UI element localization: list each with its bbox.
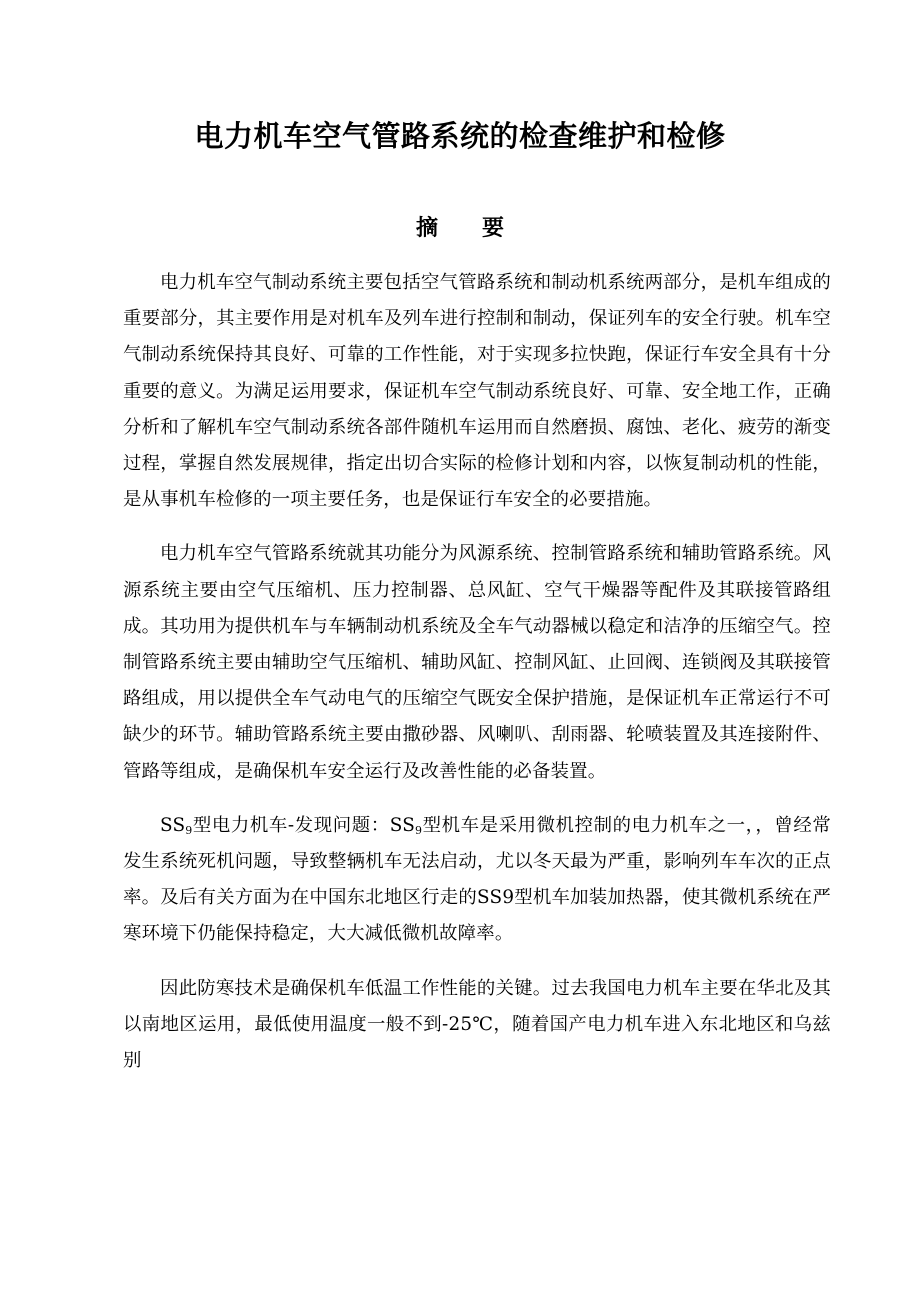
abstract-heading-char-2: 要 [482,216,505,241]
abstract-heading [0,213,920,245]
ss9-subscript: 9 [185,823,193,837]
abstract-body [123,265,831,1097]
paragraph-2: 电力机车空气管路系统就其功能分为风源系统、控制管路系统和辅助管路系统。风源系统主要由空气压缩机、压力控制器、总风缸、空气干燥器等配件及其联接管路组成。其功用为提供机车与车辆制动机系统及全车气动器械以稳定和洁净的压缩空气。控制管路系统主要由辅助空气压缩机、辅助风缸、控制风缸、止回阀、连锁阀及其联接管路组成，用以提供全车气动电气的压缩空气既安全保护措施，是保证机车正常运行不可缺少的环节。辅助管路系统主要由撒砂器、风喇叭、刮雨器、轮喷装置及其连接附件、管路等组成，是确保机车安全运行及改善性能的必备装置。 [123,543,831,782]
paragraph-1: 电力机车空气制动系统主要包括空气管路系统和制动机系统两部分，是机车组成的重要部分，其主要作用是对机车及列车进行控制和制动，保证列车的安全行驶。机车空气制动系统保持其良好、可靠的工作性能，对于实现多拉快跑，保证行车安全具有十分重要的意义。为满足运用要求，保证机车空气制动系统良好、可靠、安全地工作，正确分析和了解机车空气制动系统各部件随机车运用而自然磨损、腐蚀、老化、疲劳的渐变过程，掌握自然发展规律，指定出切合实际的检修计划和内容，以恢复制动机的性能，是从事机车检修的一项主要任务，也是保证行车安全的必要措施。 [123,272,831,511]
abstract-heading-char-1: 摘 [415,216,438,241]
document-title: 电力机车空气管路系统的检查维护和检修 [194,119,726,154]
ss9-model-prefix: SS [160,814,186,836]
ss9-subscript: 9 [415,823,423,837]
paragraph-3-rest: 型机车是采用微机控制的电力机车之一，，曾经常发生系统死机问题，导致整辆机车无法启动，尤以冬天最为严重，影响列车车次的正点率。及后有关方面为在中国东北地区行走的SS9型机车加装加热器，使其微机系统在严寒环境下仍能保持稳定，大大减低微机故障率。 [123,814,831,945]
paragraph-3 [123,808,831,953]
paragraph-4: 因此防寒技术是确保机车低温工作性能的关键。过去我国电力机车主要在华北及其以南地区运用，最低使用温度一般不到-25℃，随着国产电力机车进入东北地区和乌兹别 [123,977,831,1072]
paragraph-3-middle: 型电力机车-发现问题：SS [192,814,415,836]
